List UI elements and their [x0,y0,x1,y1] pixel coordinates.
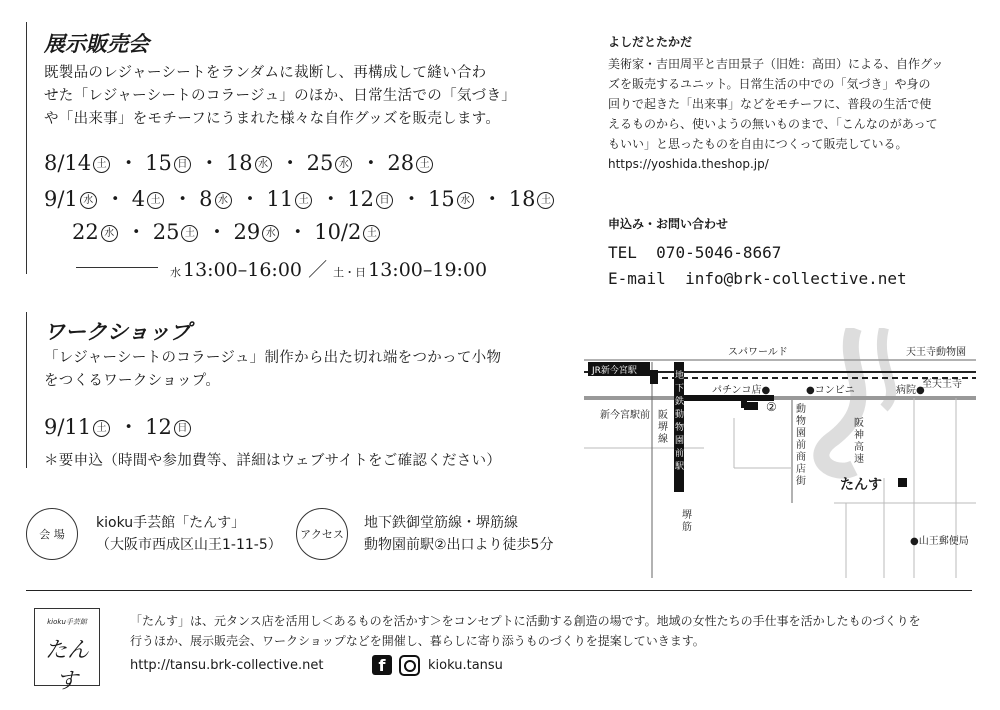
desc-line: をつくるワークショップ。 [44,373,221,389]
venue-badge: 会 場 [26,508,78,560]
date-separator: ・ [401,187,423,211]
workshop-description [44,347,574,393]
slash: ／ [308,259,328,281]
map-label-hanshin: 阪神高速 [854,418,864,465]
map-label-post-office: ●山王郵便局 [910,536,969,547]
date-day: 8 [199,187,213,211]
weekday-label: 水 [170,266,181,279]
weekday-circle: 土 [181,225,198,242]
workshop-title: ワークショップ [44,319,191,344]
weekday-circle: 土 [93,420,110,437]
date-day: 12 [347,187,375,211]
instagram-icon[interactable] [399,655,420,676]
logo-main-text: たんす [44,638,89,694]
weekday-circle: 土 [295,192,312,209]
map-label-subway: 地下鉄動物園前駅 [675,371,685,472]
date-day: 10/2 [314,220,362,244]
about-title: よしだとたかだ [608,35,693,49]
desc-line: や「出来事」をモチーフにうまれた様々な自作グッズを販売します。 [44,111,501,127]
about-line: 回りで起きた「出来事」などをモチーフに、普段の生活で使 [608,97,932,111]
weekday-circle: 土 [363,225,380,242]
map-label-shinimamiya: 新今宮駅前 [600,410,650,421]
logo-small-text: kioku手芸館 [47,618,87,626]
weekday-circle: 水 [80,192,97,209]
date-separator: ・ [206,220,228,244]
weekend-hours: 13:00–19:00 [368,259,488,281]
date-day: 11 [266,187,294,211]
about-text [608,54,978,174]
date-separator: ・ [118,415,140,439]
date-separator: ・ [125,220,147,244]
map-label-to-tennoji: 至天王寺 [922,379,962,390]
map-label-hankai: 阪堺線 [658,410,668,445]
footer-line: 行うほか、展示販売会、ワークショップなどを開催し、暮らしに寄り添うものづくりを提案していきます。 [130,634,705,648]
date-separator: ・ [239,187,261,211]
date-day: 25 [306,151,334,175]
footer-description [130,611,980,651]
about-line: えるものから、使いようの無いものまで、「こんなのがあって [608,117,938,131]
date-separator: ・ [104,187,126,211]
footer-url[interactable]: http://tansu.brk-collective.net [130,658,324,673]
workshop-dates [44,408,193,446]
weekday-circle: 水 [457,192,474,209]
map-label-zoo: 天王寺動物園 [906,347,966,358]
date-day: 12 [145,415,172,439]
desc-line: 「レジャーシートのコラージュ」制作から出た切れ端をつかって小物 [44,350,502,366]
date-day: 29 [233,220,261,244]
exhibition-title: 展示販売会 [44,31,149,56]
weekday-circle: 土 [537,192,554,209]
date-separator: ・ [481,187,503,211]
access-info [364,512,553,556]
date-day: 18 [508,187,536,211]
dates-row-1 [44,144,435,182]
weekday-circle: 日 [376,192,393,209]
section-rule [26,22,27,274]
date-day: 25 [152,220,180,244]
venue-name: kioku手芸館「たんす」 [96,515,246,531]
about-url[interactable]: https://yoshida.theshop.jp/ [608,157,769,171]
weekday-circle: 土 [147,192,164,209]
about-line: もいい」と思ったものを自由につくって販売している。 [608,137,908,151]
contact-info [608,240,907,292]
weekday-circle: 水 [101,225,118,242]
tansu-marker [898,478,907,487]
weekday-circle: 日 [174,420,191,437]
weekday-circle: 土 [93,156,110,173]
weekend-label: 土・日 [333,266,367,279]
map-label-konbini: ●コンビニ [806,385,855,396]
date-day: 18 [225,151,253,175]
map-label-hospital: 病院● [896,385,925,396]
access-line: 地下鉄御堂筋線・堺筋線 [364,515,518,531]
tansu-logo [34,608,100,694]
weekday-circle: 水 [262,225,279,242]
date-separator: ・ [279,151,301,175]
contact-title: 申込み・お問い合わせ [608,217,729,231]
dates-row-3 [72,213,382,251]
weekday-circle: 日 [174,156,191,173]
date-separator: ・ [198,151,220,175]
desc-line: せた「レジャーシートのコラージュ」のほか、日常生活での「気づき」 [44,88,517,104]
access-line: 動物園前駅②出口より徒歩5分 [364,537,554,553]
about-line: ズを販売するユニット。日常生活の中での「気づき」や身の [608,77,931,91]
venue-address: （大阪市西成区山王1-11-5） [96,537,282,553]
instagram-handle[interactable]: kioku.tansu [428,658,503,673]
date-separator: ・ [287,220,309,244]
time-leader-line [76,267,158,268]
exhibition-description [44,62,564,131]
date-day: 9/1 [44,187,78,211]
date-day: 15 [428,187,455,211]
venue-info [96,512,282,556]
date-separator: ・ [320,187,342,211]
about-line: 美術家・吉田周平と吉田景子（旧姓：高田）による、自作グッ [608,57,944,71]
map-label-exit: ② [766,400,777,414]
map-label-pachinko: パチンコ店● [712,385,771,396]
date-day: 4 [131,187,146,211]
footer-line: 「たんす」は、元タンス店を活用し＜あるものを活かす＞をコンセプトに活動する創造の場です。地域の女性たちの手仕事を活かしたものづくりを [130,614,921,628]
map-label-tansu: たんす [840,477,882,493]
email-address[interactable]: info@brk-collective.net [685,269,907,288]
tel-number[interactable]: 070-5046-8667 [656,243,782,262]
weekday-circle: 水 [335,156,352,173]
access-badge: アクセス [296,508,348,560]
weekday-hours: 13:00–16:00 [183,259,303,281]
map-label-jr-station: JR新今宮駅 [592,366,637,376]
email-label: E-mail [608,269,666,288]
date-day: 15 [145,151,172,175]
opening-hours [170,255,487,282]
weekday-circle: 水 [215,192,232,209]
footer-divider [26,590,972,591]
date-separator: ・ [172,187,194,211]
weekday-circle: 土 [416,156,433,173]
date-separator: ・ [118,151,140,175]
map-label-shotengai: 動物園前商店街 [796,404,806,487]
map-label-sakaisuji: 堺筋 [682,510,692,533]
shinimamiya-stop [650,370,658,384]
weekday-circle: 水 [255,156,272,173]
tel-label: TEL [608,243,637,262]
section-rule [26,312,27,468]
date-day: 9/11 [44,415,92,439]
desc-line: 既製品のレジャーシートをランダムに裁断し、再構成して縫い合わ [44,65,487,81]
exit-marker [744,402,758,410]
date-separator: ・ [360,151,382,175]
map-label-spaworld: スパワールド [728,347,788,358]
facebook-icon[interactable]: f [372,655,392,675]
date-day: 28 [387,151,415,175]
date-day: 8/14 [44,151,92,175]
date-day: 22 [72,220,99,244]
workshop-note: ＊要申込（時間や参加費等、詳細はウェブサイトをご確認ください） [44,453,502,469]
access-map [584,328,976,578]
